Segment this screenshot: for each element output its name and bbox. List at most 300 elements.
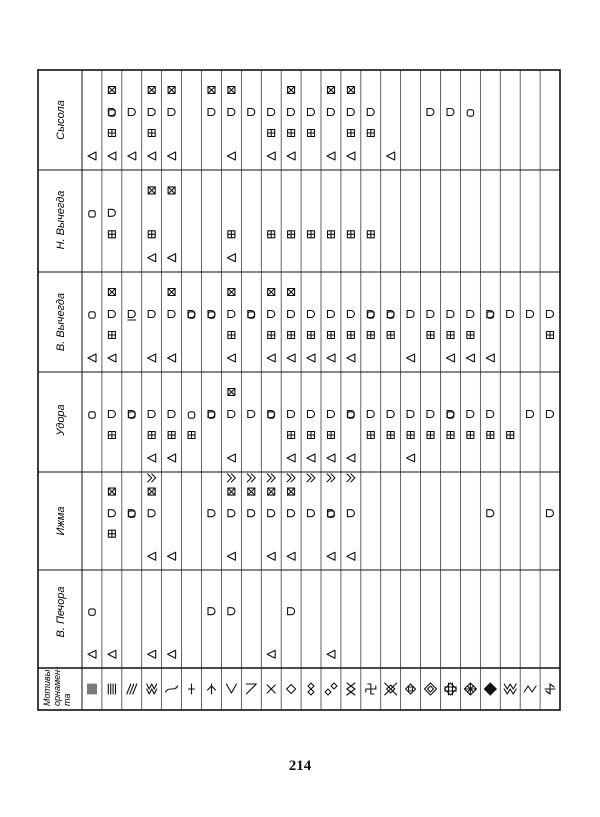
table-row [427,109,434,439]
table-cell [367,311,374,339]
chevron-mark [287,474,295,482]
grid-square-mark [347,332,354,339]
arch-mark [288,109,295,116]
table-cell [128,411,135,419]
table-cell [227,389,235,463]
table-cell [88,312,96,362]
crossed-square-mark [108,289,115,296]
grid-square-mark [288,130,295,137]
table-cell [128,109,136,161]
table-cell [427,411,434,439]
arrow-cross-icon [208,684,216,694]
table-cell [327,87,335,161]
arch-mark [328,311,335,318]
grid-square-mark [447,332,454,339]
triangle-mark [387,152,395,160]
crossed-square-mark [168,289,175,296]
table-cell [327,474,335,560]
square-diamond-icon [406,684,416,694]
grid-square-mark [268,231,275,238]
arch-mark [347,109,354,116]
grid-square-mark [308,432,315,439]
crossed-square-mark [168,187,175,194]
grid-square-mark [347,231,354,238]
table-cell [208,411,215,419]
table-row [527,311,534,418]
table-cell [148,187,156,262]
triangle-mark [327,454,335,462]
header-line: та [62,693,72,706]
table-row [188,311,195,439]
table-cell [407,311,415,363]
grid-square-mark [268,332,275,339]
table-cell [347,474,355,560]
table-cell [248,411,255,418]
crossed-square-mark [108,87,115,94]
crossed-square-mark [288,87,295,94]
arch-mark [407,411,414,418]
table-row [367,109,374,439]
arch-mark [308,510,315,517]
table-cell [208,87,215,116]
grid-square-mark [148,130,155,137]
table-cell [487,510,494,517]
grid-square-mark [328,231,335,238]
grid-square-mark [108,332,115,339]
triangle-mark [267,552,275,560]
arch-mark [308,411,315,418]
table-cell [148,650,156,658]
table-cell [327,411,335,463]
table-cell [268,231,275,238]
triangle-mark [347,152,355,160]
triangle-mark [227,152,235,160]
grid-square-mark [367,231,374,238]
arch-mark [108,209,115,216]
hash-cross-icon [445,683,457,695]
table-row [486,311,494,517]
arch-mark [467,411,474,418]
arch-mark [168,311,175,318]
triangle-mark [148,254,156,262]
wave-icon [166,686,178,692]
triangle-mark [267,152,275,160]
table-cell [327,311,335,363]
grid-square-mark [108,130,115,137]
table-outline [38,70,560,710]
table-cell [308,109,315,137]
header-region-label: Н. Вычегда [55,190,67,250]
table-cell [527,311,534,318]
rounded-square-mark [89,609,95,615]
table-row [387,152,395,439]
chevron-mark [267,474,275,482]
triangle-mark [168,454,176,462]
crossed-square-mark [148,488,155,495]
crossed-square-mark [328,87,335,94]
table-row [407,311,415,463]
grid-square-mark [168,432,175,439]
angle-left-icon [226,684,236,693]
triangle-mark [168,354,176,362]
four-vertical-lines-icon [108,684,115,694]
rounded-square-mark [89,312,95,318]
arch-mark [347,510,354,517]
arch-mark [367,411,374,418]
diamond-pair-icon [325,683,337,695]
chevron-mark [247,474,255,482]
triangle-mark [108,354,116,362]
table-cell [208,608,215,615]
crossed-square-mark [148,187,155,194]
header-region-label: Сысола [55,100,67,140]
motif-icons [88,683,555,695]
table-cell [288,231,295,238]
grid-square-mark [188,432,195,439]
table-cell [447,311,455,363]
triangle-mark [227,454,235,462]
triangle-mark [267,354,275,362]
triangle-mark [287,552,295,560]
table-cell [387,411,394,439]
table-cell [89,412,95,418]
crossed-square-mark [228,87,235,94]
arch-mark [168,109,175,116]
table-cell [108,289,116,363]
arch-mark [487,510,494,517]
table-cell [247,474,255,517]
table-cell [487,411,494,439]
table-row [287,87,295,615]
triangle-mark [168,552,176,560]
arch-mark [208,109,215,116]
arch-mark [148,411,155,418]
table-cell [88,152,96,160]
triangle-mark [148,552,156,560]
table-cell [447,411,454,439]
table-cell [347,411,355,463]
crossed-square-mark [347,87,354,94]
triangle-mark [327,354,335,362]
arch-mark [168,411,175,418]
table-cell [89,211,95,217]
grid-square-mark [487,432,494,439]
table-cell [128,510,135,518]
motif-header-label [42,667,72,706]
triangle-mark [148,152,156,160]
arch-mark [128,311,135,318]
table-cell [427,311,434,339]
table-row [347,87,355,561]
arch-mark [268,510,275,517]
arch-mark [268,109,275,116]
table-cell [168,411,176,463]
table-cell [267,289,275,363]
table-cell [267,109,275,161]
table-cell [227,289,235,363]
table-cell [248,311,255,319]
table-cell [168,552,176,560]
triangle-mark [347,552,355,560]
table-cell [287,411,295,463]
table-cell [267,474,275,560]
crossed-square-mark [108,488,115,495]
grid-square-mark [467,332,474,339]
triangle-mark [287,354,295,362]
arch-mark [527,311,534,318]
triangle-mark [447,354,455,362]
table-cell [188,412,195,439]
table-cell [208,311,215,319]
table-cell [307,474,315,517]
arch-mark [427,311,434,318]
table-row [267,109,275,659]
table-cell [88,609,96,658]
arch-mark [308,109,315,116]
table-cell [287,87,295,161]
grid-square-mark [347,130,354,137]
table-cell [227,231,235,262]
triangle-mark [327,650,335,658]
triangle-mark [108,152,116,160]
arch-mark [288,411,295,418]
arch-mark [148,109,155,116]
crossed-square-mark [228,488,235,495]
arch-mark [228,608,235,615]
table-cell [527,411,534,418]
triangle-mark [486,354,494,362]
arch-mark [427,109,434,116]
table-cell [347,311,355,363]
grid-square-mark [228,231,235,238]
grid-square-mark [328,432,335,439]
table-cell [467,110,473,116]
table-cell [148,474,156,560]
table-cell [447,109,454,116]
chevron-mark [347,474,355,482]
grid-square-mark [387,332,394,339]
arch-mark [547,311,554,318]
table-cell [248,109,255,116]
arch-mark [108,411,115,418]
hooked-cross-icon [366,684,376,694]
triangle-mark [287,152,295,160]
table-cell [387,311,394,339]
grid-square-mark [308,332,315,339]
table-cell [486,311,494,363]
cross-icon [189,684,195,694]
table-row [466,110,474,439]
table-cell [267,650,275,658]
triangle-mark [148,354,156,362]
table-cell [168,87,176,161]
double-diamond-icon [308,683,314,695]
chevron-mark [227,474,235,482]
arch-mark [547,510,554,517]
crossed-square-mark [288,488,295,495]
arch-mark [447,311,454,318]
arch-mark [367,109,374,116]
table-cell [208,510,215,517]
arch-mark [527,411,534,418]
triangle-mark [108,650,116,658]
arch-mark [507,311,514,318]
grid-square-mark [387,432,394,439]
grid-square-mark [148,432,155,439]
triangle-mark [88,354,96,362]
crossed-square-mark [268,289,275,296]
table-cell [287,289,295,363]
triangle-mark [327,552,335,560]
page-number: 214 [288,758,312,774]
table-body [38,70,560,710]
arch-mark [208,608,215,615]
double-ring-cross-icon [425,683,437,695]
header-region-label: В. Печора [55,586,67,638]
grid-square-mark [148,231,155,238]
triangle-mark [287,454,295,462]
arch-mark [328,109,335,116]
triangle-mark [307,354,315,362]
arch-mark [228,109,235,116]
rounded-square-mark [89,211,95,217]
arch-mark [447,109,454,116]
rounded-square-mark [89,412,95,418]
arch-mark [407,311,414,318]
table-cell [367,231,374,238]
arch-mark [288,510,295,517]
triangle-mark [168,152,176,160]
table-cell [307,411,315,463]
arch-mark [268,311,275,318]
arch-mark [228,411,235,418]
table-cell [268,411,275,419]
table-cell [547,311,554,339]
arch-mark [248,510,255,517]
grid-square-mark [367,432,374,439]
chevron-mark [307,474,315,482]
rounded-square-mark [467,110,473,116]
triangle-mark [347,354,355,362]
table-cell [507,432,514,439]
table-row [507,311,514,439]
swastika-like-icon [545,684,555,694]
arch-mark [547,411,554,418]
crossed-square-mark [208,87,215,94]
triangle-mark [227,254,235,262]
table-row [88,152,96,658]
grid-square-mark [308,231,315,238]
triangle-mark [307,454,315,462]
arch-mark [387,411,394,418]
table-row [227,87,235,615]
grid-square-mark [427,332,434,339]
grid-diamond-icon [464,683,476,695]
triangle-mark [88,152,96,160]
table-cell [188,311,195,319]
hooked-cross-variant-icon [385,683,397,695]
table-cell [227,474,235,560]
table-cell [168,650,176,658]
table-cell [367,411,374,439]
triangle-mark [407,354,415,362]
arch-mark [288,608,295,615]
arch-mark [148,510,155,517]
triangle-mark [148,454,156,462]
table-cell [108,488,115,537]
arch-mark [288,311,295,318]
arch-mark [328,411,335,418]
table-cell [227,87,235,161]
arch-mark [487,411,494,418]
table-cell [507,311,514,318]
diamond-icon [287,685,296,694]
table-cell [467,411,474,439]
table-cell [148,87,156,161]
five-vertical-lines-icon [88,684,96,694]
header-region-label: Удора [55,404,67,436]
arch-mark [208,510,215,517]
zigzag-icon [147,684,157,694]
triangle-mark [128,152,136,160]
table-cell [108,650,116,658]
grid-square-mark [228,332,235,339]
triangle-mark [227,552,235,560]
crossed-square-mark [248,488,255,495]
grid-square-mark [507,432,514,439]
grid-square-mark [427,432,434,439]
triangle-mark [347,454,355,462]
double-x-icon [347,683,355,695]
arch-mark [248,411,255,418]
grid-square-mark [108,432,115,439]
grid-square-mark [547,332,554,339]
region-header-cells [55,100,67,637]
table-cell [327,650,335,658]
arch-mark [128,109,135,116]
table-cell [108,209,115,238]
rounded-square-mark [188,412,194,418]
zigzag-spiral-icon [504,684,516,694]
grid-square-mark [288,432,295,439]
chevron-mark [327,474,335,482]
arch-mark [108,311,115,318]
table-row [208,87,215,615]
table-cell [148,411,156,463]
arch-mark [248,109,255,116]
grid-square-mark [328,332,335,339]
grid-square-mark [447,432,454,439]
triangle-mark [148,650,156,658]
crossed-square-mark [228,389,235,396]
table-cell [128,311,136,321]
arch-mark [347,311,354,318]
grid-square-mark [308,130,315,137]
arch-mark [228,311,235,318]
table-cell [288,608,295,615]
grid-square-mark [467,432,474,439]
table-cell [407,411,415,463]
arch-mark [427,411,434,418]
arch-mark [108,510,115,517]
crossed-square-mark [228,289,235,296]
table-cell [347,87,355,161]
grid-square-mark [367,332,374,339]
table-cell [287,474,295,560]
grid-lines [38,70,560,710]
grid-square-mark [407,432,414,439]
crossed-square-mark [288,289,295,296]
